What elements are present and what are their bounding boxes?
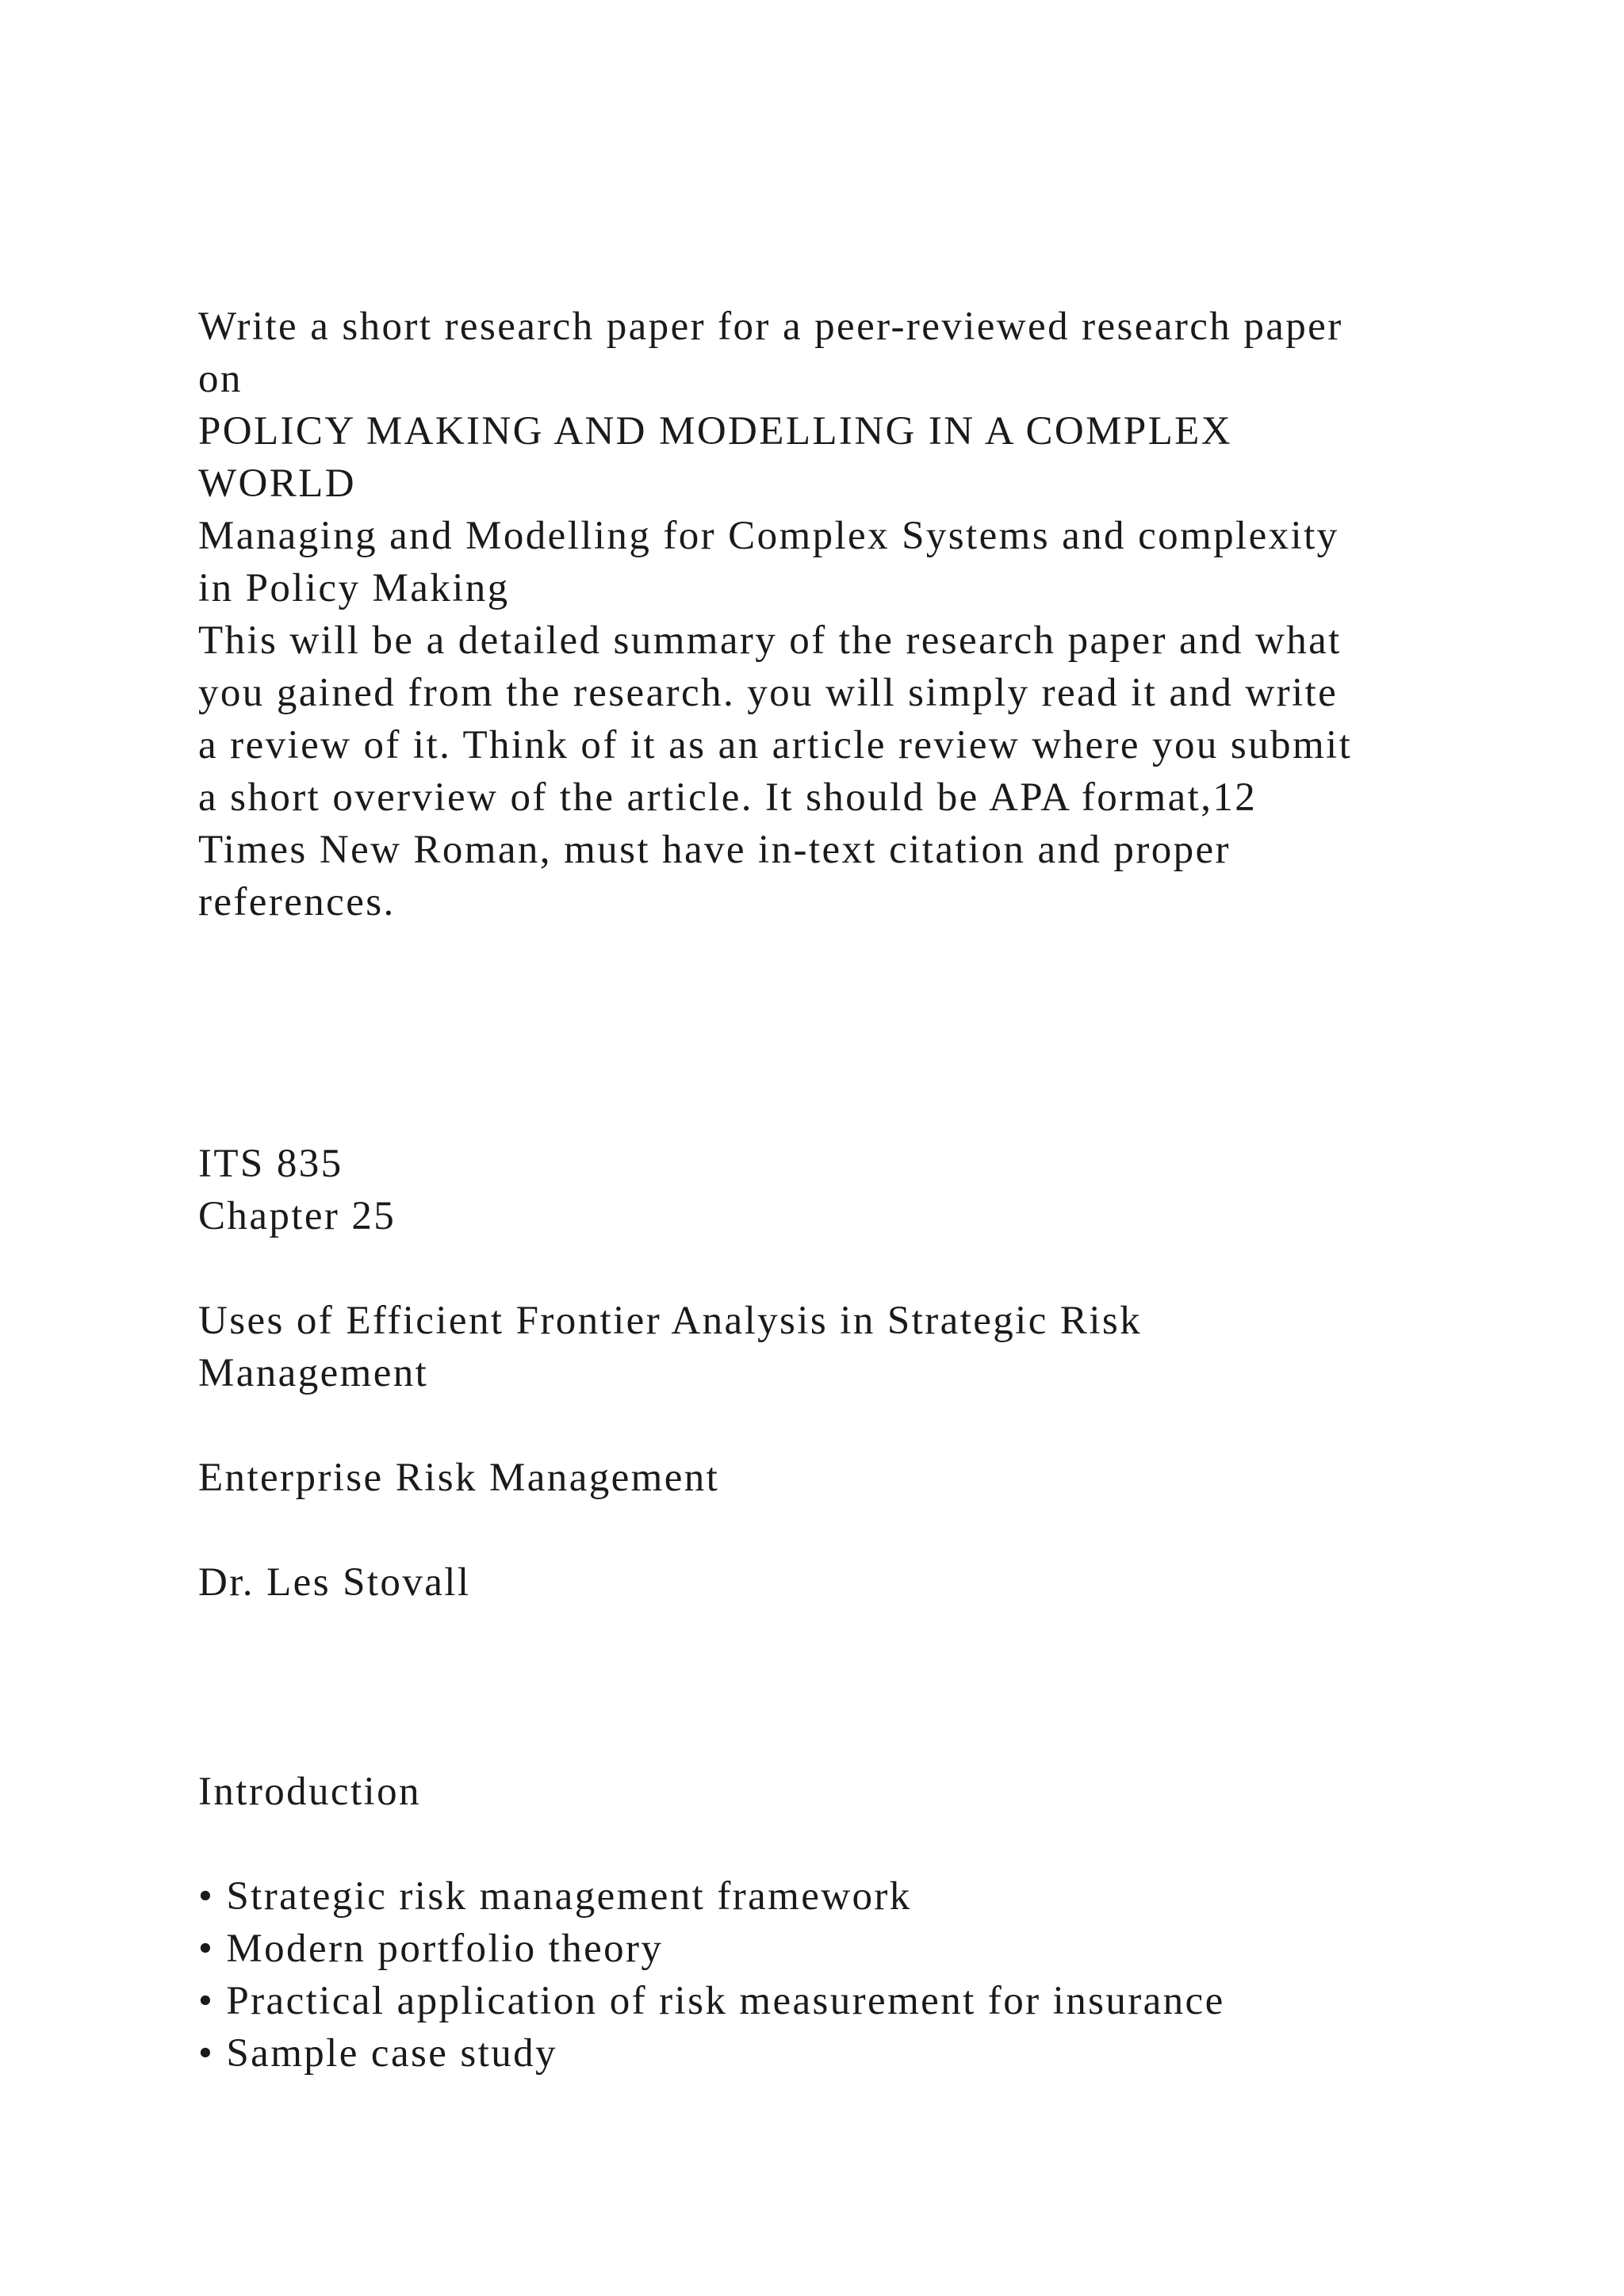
paper-title-line: POLICY MAKING AND MODELLING IN A COMPLEX <box>198 409 1232 453</box>
assignment-details-line: a short overview of the article. It should be APA format,12 <box>198 775 1258 820</box>
chapter-label: Chapter 25 <box>198 1194 396 1238</box>
course-code: ITS 835 <box>198 1142 343 1186</box>
assignment-details-line: This will be a detailed summary of the research paper and what <box>198 618 1342 663</box>
paper-subtitle-line: in Policy Making <box>198 566 510 610</box>
paper-subtitle-line: Managing and Modelling for Complex Systems and complexity <box>198 514 1339 558</box>
assignment-details-line: you gained from the research. you will simply read it and write <box>198 671 1339 715</box>
bullet-item: • Practical application of risk measurement for insurance <box>198 1979 1225 2023</box>
author-name: Dr. Les Stovall <box>198 1560 471 1605</box>
section-heading: Introduction <box>198 1770 421 1814</box>
assignment-details-line: references. <box>198 880 396 924</box>
bullet-item: • Strategic risk management framework <box>198 1874 912 1919</box>
bullet-item: • Modern portfolio theory <box>198 1927 664 1971</box>
chapter-title-line: Uses of Efficient Frontier Analysis in Strategic Risk <box>198 1299 1143 1343</box>
bullet-item: • Sample case study <box>198 2031 557 2076</box>
assignment-instruction-line: on <box>198 357 243 401</box>
assignment-details-line: a review of it. Think of it as an article review where you submit <box>198 723 1353 767</box>
assignment-instruction-line: Write a short research paper for a peer-reviewed research paper <box>198 304 1343 349</box>
chapter-title-line: Management <box>198 1351 429 1395</box>
book-title: Enterprise Risk Management <box>198 1456 720 1500</box>
assignment-details-line: Times New Roman, must have in-text citation and proper <box>198 828 1231 872</box>
paper-title-line: WORLD <box>198 461 356 506</box>
